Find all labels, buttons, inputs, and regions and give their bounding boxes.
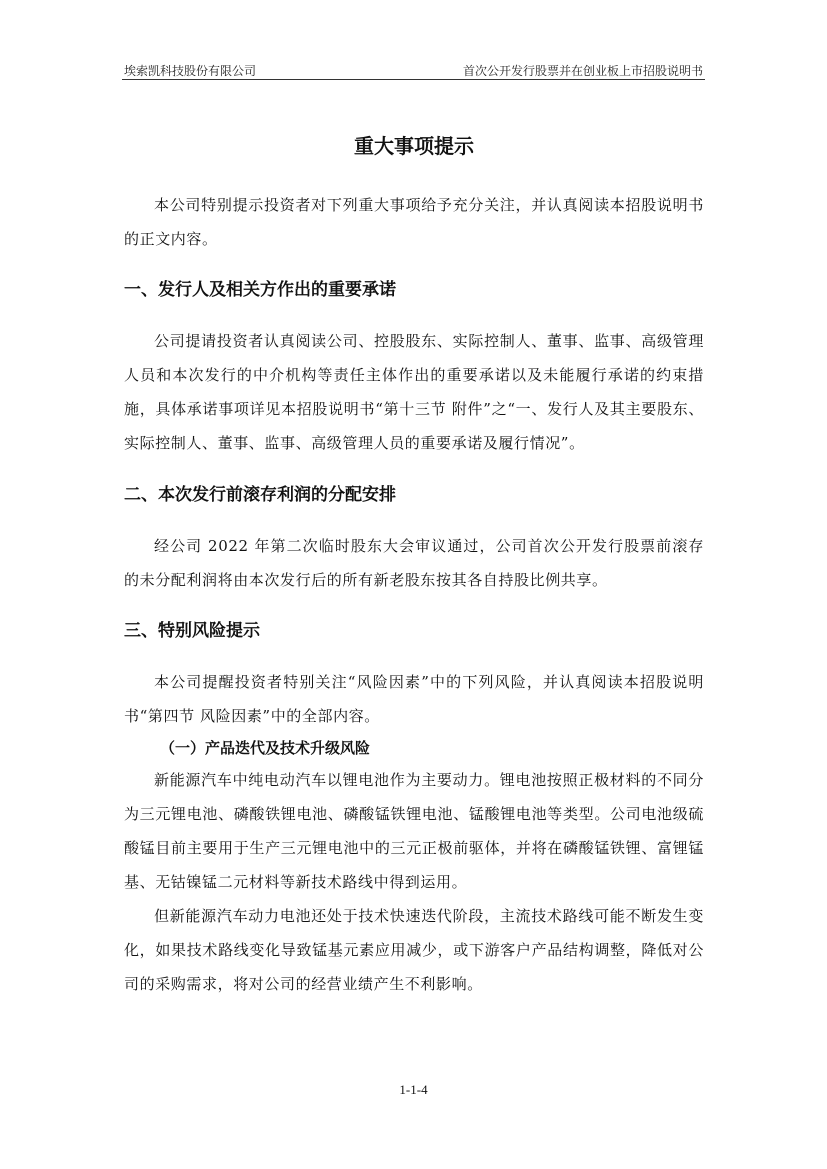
section-heading-3: 三、特别风险提示	[124, 621, 260, 641]
section-3-paragraph: 本公司提醒投资者特别关注“风险因素”中的下列风险，并认真阅读本招股说明书“第四节 风险因素”中的全部内容。	[124, 673, 704, 725]
page-body	[124, 128, 704, 1001]
subsection-heading-1: （一）产品迭代及技术升级风险	[160, 739, 371, 757]
page-title: 重大事项提示	[354, 134, 474, 158]
section-1-paragraph: 公司提请投资者认真阅读公司、控股股东、实际控制人、董事、监事、高级管理人员和本次发行的中介机构等责任主体作出的重要承诺以及未能履行承诺的约束措施，具体承诺事项详见本招股说明书“第十三节 附件”之“一、发行人及其主要股东、实际控制人、董事、监事、高级管理人员的重要承诺及履行情况”。	[124, 332, 704, 452]
section-2-paragraph: 经公司 2022 年第二次临时股东大会审议通过，公司首次公开发行股票前滚存的未分配利润将由本次发行后的所有新老股东按其各自持股比例共享。	[124, 537, 704, 589]
section-heading-2: 二、本次发行前滚存利润的分配安排	[124, 485, 396, 505]
subsection-1-paragraph-2: 但新能源汽车动力电池还处于技术快速迭代阶段，主流技术路线可能不断发生变化，如果技术路线变化导致锰基元素应用减少，或下游客户产品结构调整，降低对公司的采购需求，将对公司的经营业绩产生不利影响。	[124, 907, 704, 993]
section-heading-1: 一、发行人及相关方作出的重要承诺	[124, 280, 396, 300]
header-rule	[122, 79, 705, 80]
header-document-title: 首次公开发行股票并在创业板上市招股说明书	[462, 64, 703, 78]
header-company-name: 埃索凯科技股份有限公司	[124, 64, 257, 78]
intro-paragraph: 本公司特别提示投资者对下列重大事项给予充分关注，并认真阅读本招股说明书的正文内容。	[124, 196, 704, 248]
subsection-1-paragraph-1: 新能源汽车中纯电动汽车以锂电池作为主要动力。锂电池按照正极材料的不同分为三元锂电池、磷酸铁锂电池、磷酸锰铁锂电池、锰酸锂电池等类型。公司电池级硫酸锰目前主要用于生产三元锂电池中的三元正极前驱体，并将在磷酸锰铁锂、富锂锰基、无钴镍锰二元材料等新技术路线中得到运用。	[124, 771, 704, 891]
page-number: 1-1-4	[399, 1082, 428, 1097]
